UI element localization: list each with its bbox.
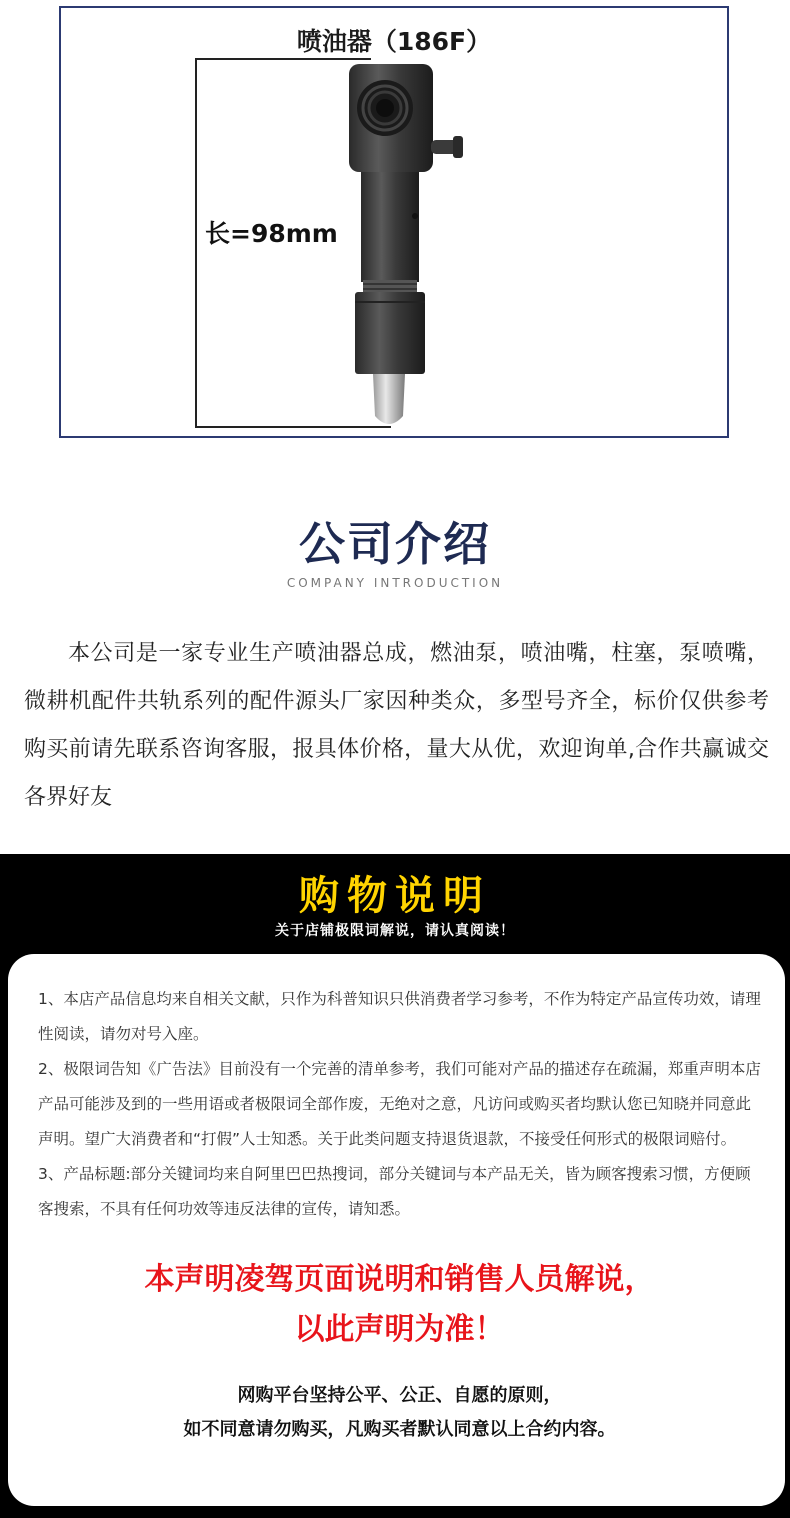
notice-item-2: 2、极限词告知《广告法》目前没有一个完善的清单参考，我们可能对产品的描述存在疏漏，郑重声明本店产品可能涉及到的一些用语或者极限词全部作废，无绝对之意，凡访问或购买者均默认您已知晓并同意此声明。望广大消费者和“打假”人士知悉。关于此类问题支持退货退款，不接受任何形式的极限词赔付。 — [38, 1060, 761, 1148]
fuel-injector-image — [349, 56, 489, 436]
notice-highlight-line-1: 本声明凌驾页面说明和销售人员解说， — [144, 1262, 655, 1297]
intro-subtitle: COMPANY INTRODUCTION — [286, 576, 504, 590]
shopping-notice-section — [0, 854, 790, 1518]
product-title: 喷油器（186F） — [296, 27, 492, 56]
dimension-line-vertical — [195, 58, 197, 428]
notice-subtitle: 关于店铺极限词解说，请认真阅读！ — [275, 923, 515, 939]
intro-title: 公司介绍 — [299, 517, 491, 571]
notice-title: 购物说明 — [299, 873, 491, 919]
product-image-frame — [59, 6, 729, 438]
notice-highlight — [38, 1255, 761, 1355]
notice-footer-line-1: 网购平台坚持公平、公正、自愿的原则， — [237, 1385, 562, 1406]
notice-item-3: 3、产品标题:部分关键词均来自阿里巴巴热搜词，部分关键词与本产品无关，皆为顾客搜索习惯，方便顾客搜索，不具有任何功效等违反法律的宣传，请知悉。 — [38, 1165, 751, 1218]
notice-card — [8, 954, 785, 1506]
notice-footer — [38, 1379, 761, 1447]
intro-text: 本公司是一家专业生产喷油器总成，燃油泵，喷油嘴，柱塞，泵喷嘴，微耕机配件共轨系列的配件源头厂家因种类众，多型号齐全，标价仅供参考购买前请先联系咨询客服，报具体价格，量大从优，欢迎询单,合作共赢诚交各界好友 — [24, 641, 769, 810]
dimension-line-top — [195, 58, 371, 60]
notice-highlight-line-2: 以此声明为准！ — [294, 1312, 505, 1347]
notice-footer-line-2: 如不同意请勿购买，凡购买者默认同意以上合约内容。 — [183, 1419, 616, 1440]
length-label: 长=98mm — [205, 219, 338, 248]
notice-item-1: 1、本店产品信息均来自相关文献，只作为科普知识只供消费者学习参考，不作为特定产品宣传功效，请理性阅读，请勿对号入座。 — [38, 990, 761, 1043]
